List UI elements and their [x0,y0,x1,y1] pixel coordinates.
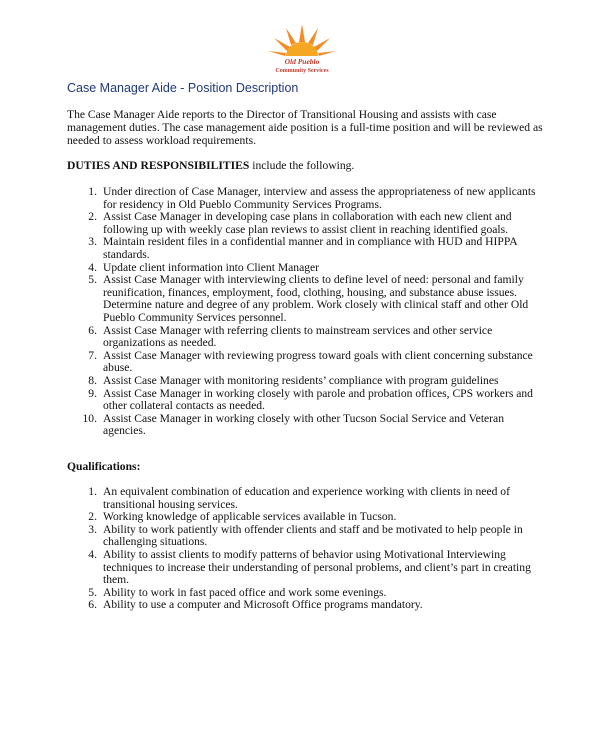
duty-item-number: 5. [88,273,97,287]
logo-line2: Community Services [275,68,329,74]
duty-item-text: Update client information into Client Manager [103,260,320,274]
duties-heading-rest: include the following. [249,159,355,172]
qualification-item-number: 1. [88,485,97,498]
duty-item [67,186,537,211]
qualification-item-number: 3. [88,522,97,536]
duties-heading-bold: DUTIES AND RESPONSIBILITIES [67,159,250,172]
duty-item [67,236,537,261]
organization-logo [262,18,342,76]
qualification-item [67,524,537,549]
duty-item-text: Assist Case Manager with monitoring residents’ compliance with program guidelines [103,373,499,387]
sun-logo-icon [262,18,342,76]
duty-item-text: Maintain resident files in a confidential manner and in compliance with HUD and HIPPA standards. [103,235,517,261]
duty-item-number: 8. [88,373,97,387]
duty-item-number: 10. [82,411,97,425]
duty-item [67,211,537,236]
qualification-item [67,599,537,612]
qualification-item-text: Ability to assist clients to modify patterns of behavior using Motivational Interviewing techniques to increase their understanding of personal problems, and client’s part in creating them. [103,547,531,587]
duty-item-text: Assist Case Manager in working closely with other Tucson Social Service and Veteran agencies. [103,411,504,438]
qualifications-list [67,486,537,612]
duties-heading [67,159,547,172]
qualification-item [67,486,537,511]
qualification-item [67,549,537,587]
document-title: Case Manager Aide - Position Description [67,81,299,95]
duty-item [67,413,537,438]
qualification-item-number: 6. [88,598,97,612]
duty-item-text: Assist Case Manager with reviewing progress toward goals with client concerning substance abuse. [103,348,533,375]
qualification-item-number: 5. [88,585,97,599]
duty-item-text: Assist Case Manager with referring clients to mainstream services and other service organizations as needed. [103,323,493,350]
duties-list [67,186,537,438]
duty-item [67,325,537,350]
duty-item-number: 6. [88,323,97,337]
duty-item-text: Assist Case Manager in developing case plans in collaboration with each new client and following up with weekly case plan reviews to assist client in reaching identified goals. [103,210,512,236]
duty-item-number: 4. [88,260,97,274]
qualification-item-text: An equivalent combination of education and experience working with clients in need of transitional housing services. [103,485,510,511]
duty-item-text: Under direction of Case Manager, interview and assess the appropriateness of new applicants for residency in Old Pueblo Community Services Programs. [103,185,536,211]
qualification-item-text: Working knowledge of applicable services available in Tucson. [103,510,397,524]
qualification-item-number: 2. [88,510,97,524]
qualification-item-text: Ability to work in fast paced office and work some evenings. [103,585,387,599]
duty-item-text: Assist Case Manager with interviewing clients to define level of need: personal and family reunification, finances, employment, food, clothing, housing, and substance abuse issues. Determine nature and degree of any problem. Work closely with clinical staff and other Old Pueblo Community Services personnel. [103,273,529,324]
duty-item-text: Assist Case Manager in working closely with parole and probation offices, CPS workers and other collateral contacts as needed. [103,386,533,413]
logo-line1: Old Pueblo [284,57,320,66]
duty-item-number: 2. [88,210,97,224]
duty-item [67,350,537,375]
duty-item-number: 1. [88,185,97,198]
intro-paragraph: The Case Manager Aide reports to the Director of Transitional Housing and assists with case management duties. The case management aide position is a full-time position and will be reviewed as needed to assess workload requirements. [67,108,543,148]
duty-item-number: 7. [88,348,97,362]
duty-item-number: 9. [88,386,97,400]
qualification-item-text: Ability to use a computer and Microsoft Office programs mandatory. [103,598,423,612]
duty-item [67,388,537,413]
duty-item-number: 3. [88,235,97,249]
duty-item [67,274,537,324]
qualification-item-number: 4. [88,547,97,561]
qualification-item-text: Ability to work patiently with offender clients and staff and be motivated to help people in challenging situations. [103,522,523,549]
qualifications-heading: Qualifications: [67,460,141,473]
